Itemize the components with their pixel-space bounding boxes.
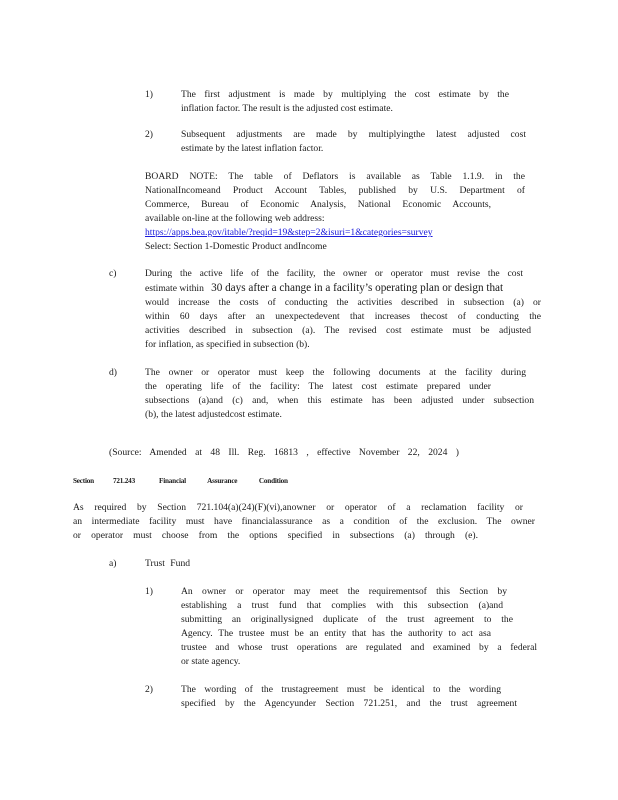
text-fragment-large: 30 days after a change in a facility’s operating plan or design that — [211, 282, 504, 294]
section-word: Section — [73, 477, 94, 485]
text-line: During the active life of the facility, the owner or operator must revise the cost — [145, 268, 523, 279]
text-line: As required by Section 721.104(a)(24)(F)(vi),anowner or operator of a reclamation facility or — [73, 502, 523, 513]
text-fragment: estimate within — [145, 283, 204, 294]
text-line: Commerce, Bureau of Economic Analysis, National Economic Accounts, — [145, 199, 491, 210]
item-label: 1) — [145, 586, 153, 597]
text-line: NationalIncomeand Product Account Tables, published by U.S. Department of — [145, 185, 525, 196]
text-line: estimate by the latest inflation factor. — [181, 143, 324, 154]
item-label: 2) — [145, 684, 153, 695]
paragraph-c — [145, 267, 541, 352]
item-label: a) — [109, 558, 117, 569]
source-note: (Source: Amended at 48 Ill. Reg. 16813 , effective November 22, 2024 ) — [109, 447, 459, 458]
paragraph-b2 — [181, 128, 526, 156]
item-label: c) — [109, 268, 117, 279]
text-line: An owner or operator may meet the requirementsof this Section by — [181, 586, 507, 597]
text-line: or state agency. — [181, 656, 241, 667]
text-line: subsections (a)and (c) and, when this estimate has been adjusted under subsection — [145, 395, 534, 406]
text-line: would increase the costs of conducting the activities described in subsection (a) or — [145, 297, 541, 308]
text-line — [145, 281, 541, 296]
text-line: or operator must choose from the options specified in subsections (a) through (e). — [73, 530, 478, 541]
select-instruction: Select: Section 1-Domestic Product andIncome — [145, 241, 327, 252]
bea-web-link[interactable]: https://apps.bea.gov/itable/?reqid=19&step=2&isuri=1&categories=survey — [145, 227, 433, 238]
text-line: for inflation, as specified in subsection (b). — [145, 339, 310, 350]
text-line: Agency. The trustee must be an entity that has the authority to act asa — [181, 628, 491, 639]
text-line: establishing a trust fund that complies with this subsection (a)and — [181, 600, 503, 611]
item-label: 1) — [145, 89, 153, 100]
text-line: trustee and whose trust operations are regulated and examined by a federal — [181, 642, 537, 653]
paragraph-d — [145, 366, 534, 422]
subsection-title: Trust Fund — [145, 558, 191, 569]
section-heading — [73, 474, 288, 488]
section-number: 721.243 — [113, 477, 135, 485]
paragraph-b1 — [181, 88, 509, 116]
item-label: d) — [109, 367, 117, 378]
text-line: specified by the Agencyunder Section 721.251, and the trust agreement — [181, 698, 517, 709]
paragraph-a2 — [181, 683, 517, 711]
text-line: BOARD NOTE: The table of Deflators is available as Table 1.1.9. in the — [145, 171, 525, 182]
section-title: Financial Assurance Condition — [159, 477, 288, 485]
board-note — [145, 170, 525, 254]
text-line: The wording of the trustagreement must be identical to the wording — [181, 684, 501, 695]
text-line: available on-line at the following web address: — [145, 213, 325, 224]
text-line: activities described in subsection (a). The revised cost estimate must be adjusted — [145, 325, 531, 336]
text-line: the operating life of the facility: The latest cost estimate prepared under — [145, 381, 491, 392]
paragraph-a1 — [181, 585, 537, 669]
text-line: inflation factor. The result is the adjusted cost estimate. — [181, 103, 393, 114]
text-line: within 60 days after an unexpectedevent that increases thecost of conducting the — [145, 311, 541, 322]
text-line: The owner or operator must keep the following documents at the facility during — [145, 367, 526, 378]
text-line: an intermediate facility must have financialassurance as a condition of the exclusion. The owner — [73, 516, 535, 527]
text-line: The first adjustment is made by multiplying the cost estimate by the — [181, 89, 509, 100]
item-label: 2) — [145, 129, 153, 140]
text-line: (b), the latest adjustedcost estimate. — [145, 409, 282, 420]
text-line: Subsequent adjustments are made by multiplyingthe latest adjusted cost — [181, 129, 526, 140]
intro-paragraph — [73, 501, 535, 543]
text-line: submitting an originallysigned duplicate of the trust agreement to the — [181, 614, 513, 625]
